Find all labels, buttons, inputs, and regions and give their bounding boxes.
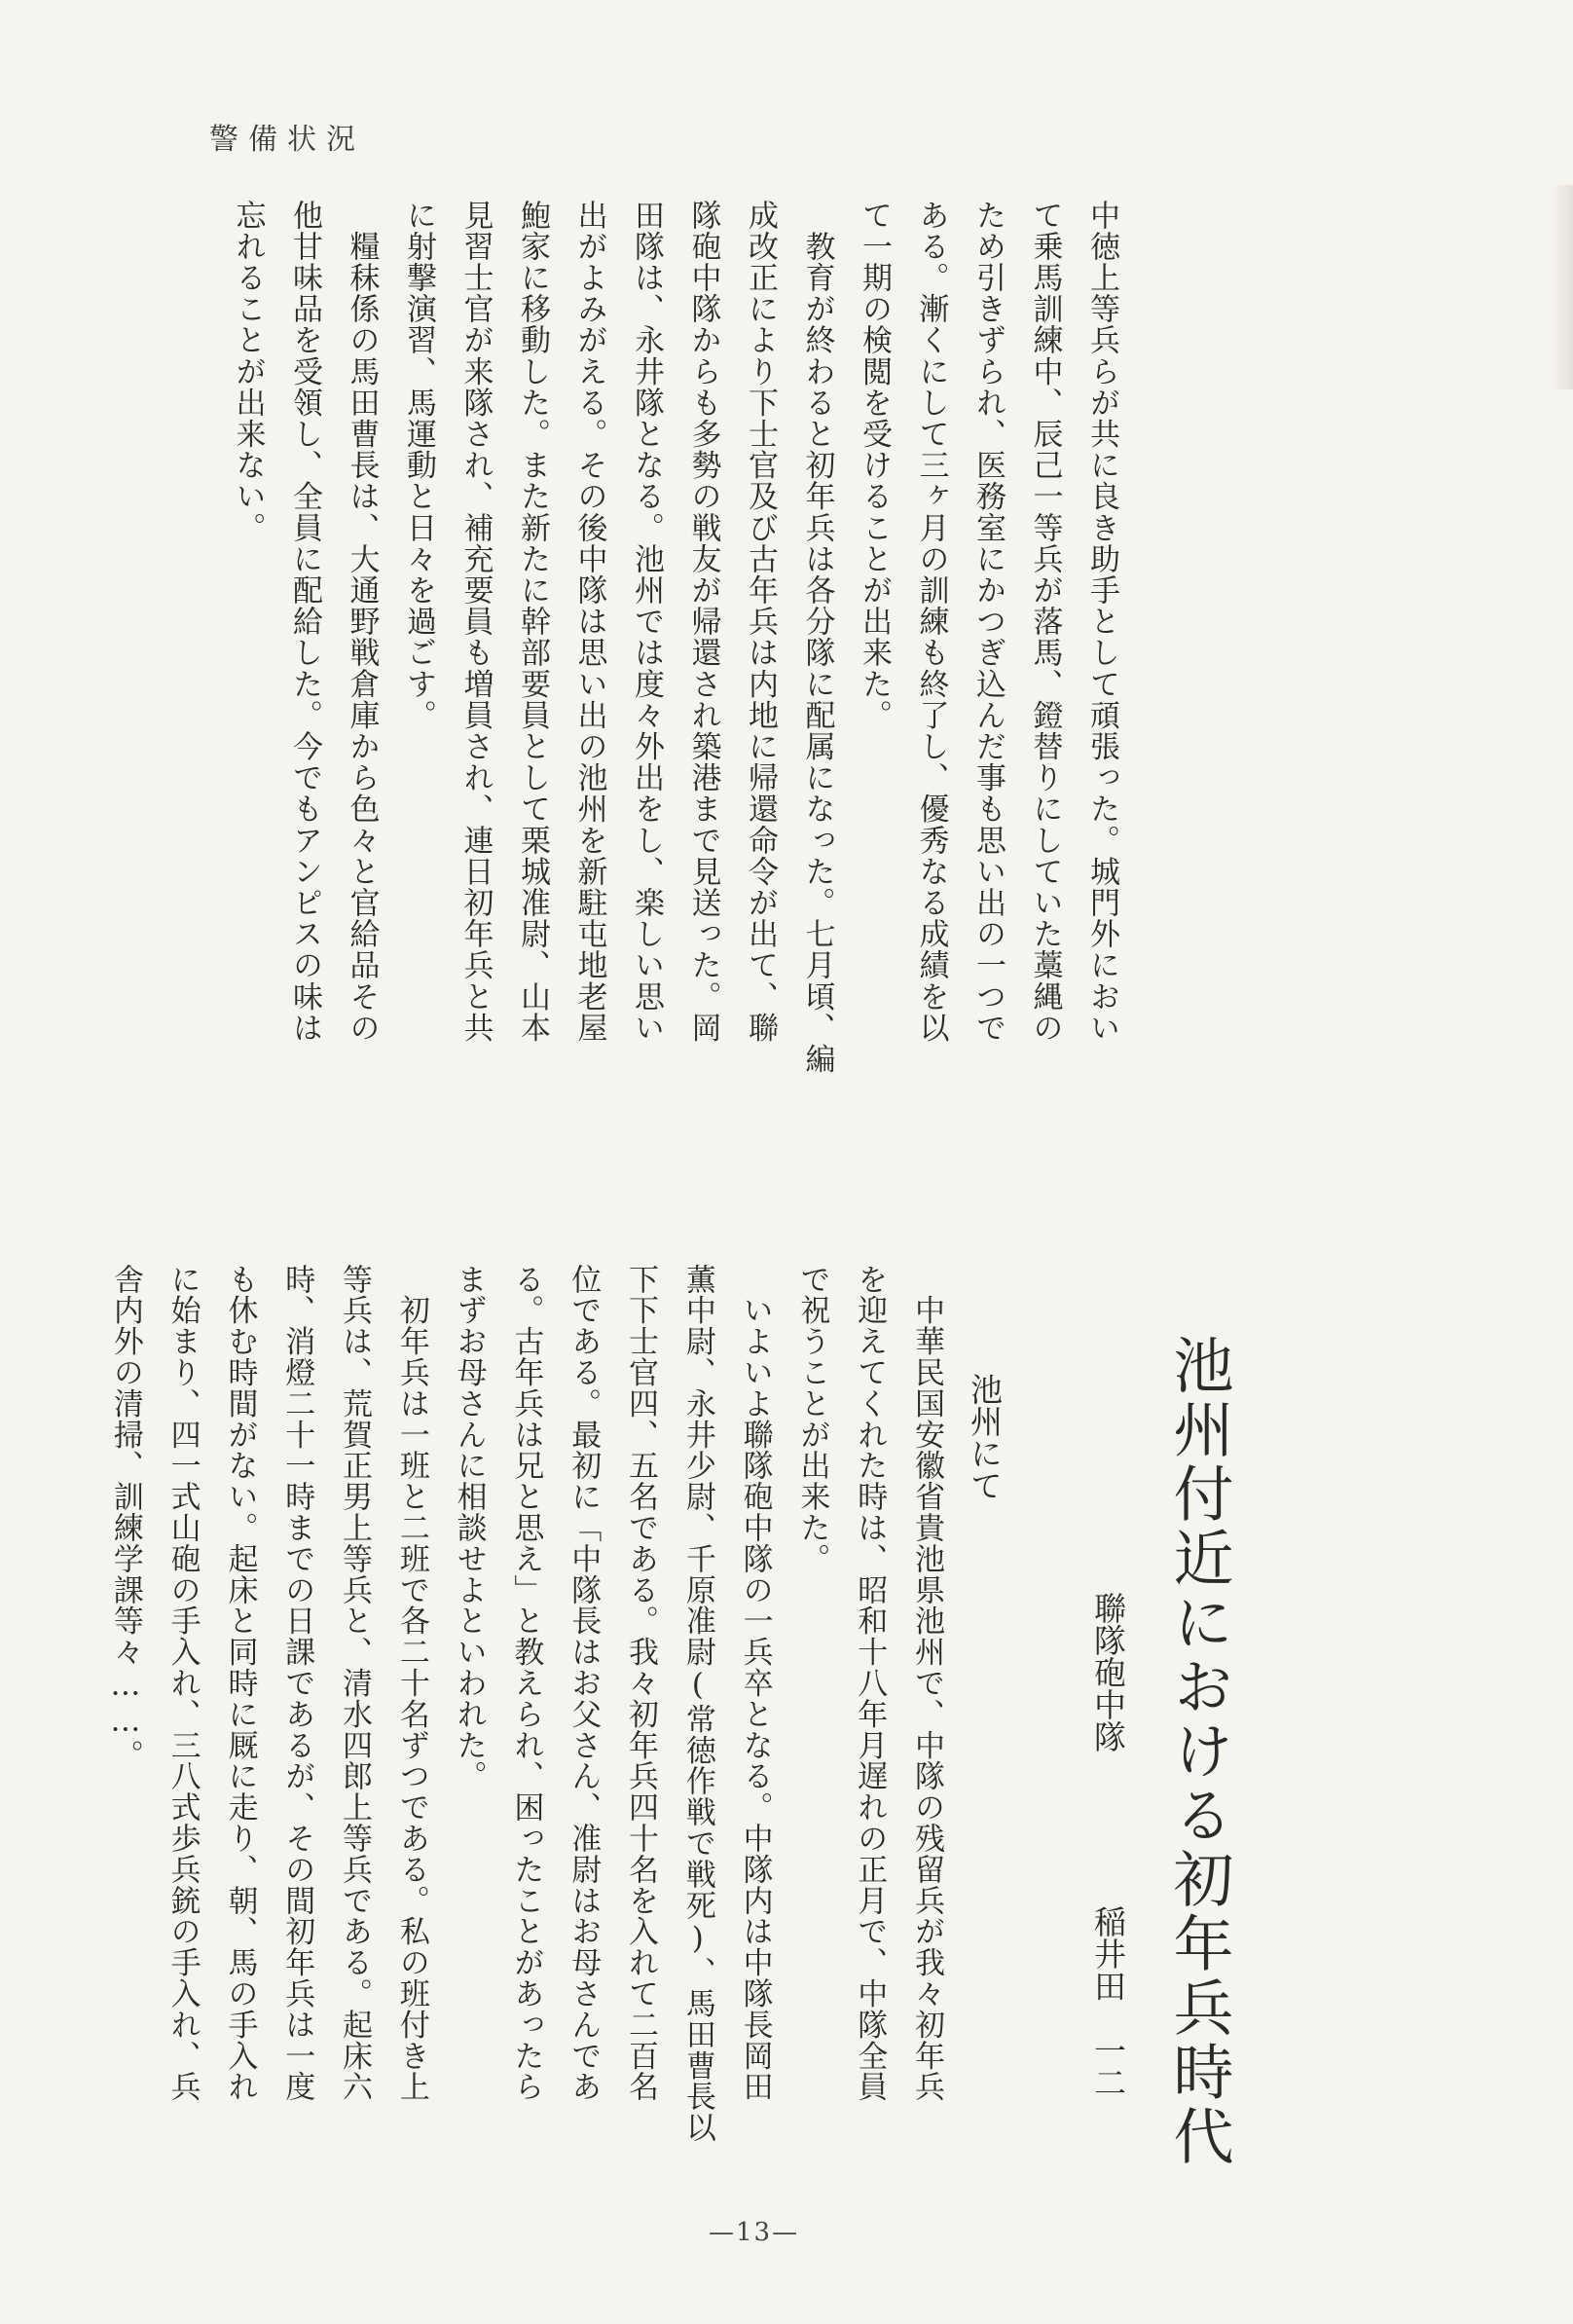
upper-text-line: ため引きずられ、医務室にかつぎ込んだ事も思い出の一つで	[970, 200, 1006, 1044]
upper-text-line: ある。漸くにして三ヶ月の訓練も終了し、優秀なる成績を以	[913, 200, 949, 1044]
upper-text-line: て一期の検閲を受けることが出来た。	[857, 200, 892, 731]
lower-text-line: る。古年兵は兄と思え」と教えられ、困ったことがあったら	[508, 1264, 544, 2103]
author-name: 稲井田 一二	[1089, 1905, 1127, 2098]
upper-text-line: 中徳上等兵らが共に良き助手として頑張った。城門外におい	[1084, 200, 1119, 1044]
upper-text-line: 糧秣係の馬田曹長は、大通野戦倉庫から色々と官給品その	[344, 200, 380, 1044]
upper-text-line: に射撃演習、馬運動と日々を過ごす。	[401, 200, 436, 731]
lower-text-line: 時、消燈二十一時までの日課であるが、その間初年兵は一度	[279, 1264, 315, 2103]
upper-text-line: 忘れることが出来ない。	[230, 200, 266, 544]
upper-text-line: 成改正により下士官及び古年兵は内地に帰還命令が出て、聯	[743, 200, 778, 1044]
upper-text-line: 出がよみがえる。その後中隊は思い出の池州を新駐屯地老屋	[571, 200, 607, 1044]
upper-text-line: 他甘味品を受領し、全員に配給した。今でもアンピスの味は	[287, 200, 322, 1044]
page-number: —13—	[709, 2218, 800, 2247]
lower-text-line: 下下士官四、五名である。我々初年兵四十名を入れて二百名	[623, 1264, 659, 2103]
upper-text-line: 隊砲中隊からも多勢の戦友が帰還され築港まで見送った。岡	[685, 200, 721, 1044]
article-title: 池州付近における初年兵時代	[1163, 1334, 1234, 2169]
lower-text-line: 舎内外の清掃、訓練学課等々……。	[107, 1264, 143, 1771]
upper-body-text	[219, 200, 1130, 1202]
lower-text-line: に始まり、四一式山砲の手入れ、三八式歩兵銃の手入れ、兵	[165, 1264, 201, 2103]
author-unit: 聯隊砲中隊	[1089, 1592, 1127, 1752]
lower-text-line: 薫中尉、永井少尉、千原准尉(常徳作戦で戦死)、馬田曹長以	[679, 1264, 715, 2144]
lower-body-text	[96, 1264, 955, 2144]
subheading: 池州にて	[966, 1373, 1004, 1501]
upper-text-line: て乗馬訓練中、辰己一等兵が落馬、鐙替りにしていた藁縄の	[1027, 200, 1063, 1044]
lower-text-line: 位である。最初に「中隊長はお父さん、准尉はお母さんであ	[566, 1264, 602, 2103]
running-header: 警備状況	[209, 123, 365, 157]
lower-text-line: いよいよ聯隊砲中隊の一兵卒となる。中隊内は中隊長岡田	[737, 1264, 773, 2103]
lower-text-line: まずお母さんに相談せよといわれた。	[451, 1264, 487, 1792]
author-line	[1079, 1592, 1137, 2098]
upper-text-line: 見習士官が来隊され、補充要員も増員され、連日初年兵と共	[457, 200, 494, 1044]
lower-text-line: も休む時間がない。起床と同時に厩に走り、朝、馬の手入れ	[222, 1264, 258, 2103]
upper-text-line: 鮑家に移動した。また新たに幹部要員として栗城准尉、山本	[515, 200, 550, 1044]
upper-text-line: 教育が終わると初年兵は各分隊に配属になった。七月頃、編	[799, 200, 835, 1075]
upper-text-line: 田隊は、永井隊となる。池州では度々外出をし、楽しい思い	[629, 200, 664, 1044]
lower-text-line: 等兵は、荒賀正男上等兵と、清水四郎上等兵である。起床六	[337, 1264, 373, 2103]
lower-text-line: 初年兵は一班と二班で各二十名ずつである。私の班付き上	[393, 1264, 429, 2103]
lower-text-line: 中華民国安徽省貴池県池州で、中隊の残留兵が我々初年兵	[909, 1264, 944, 2103]
lower-text-line: で祝うことが出来た。	[794, 1264, 830, 1574]
page-edge-shadow	[1552, 185, 1573, 389]
lower-text-line: を迎えてくれた時は、昭和十八年月遅れの正月で、中隊全員	[852, 1264, 888, 2103]
